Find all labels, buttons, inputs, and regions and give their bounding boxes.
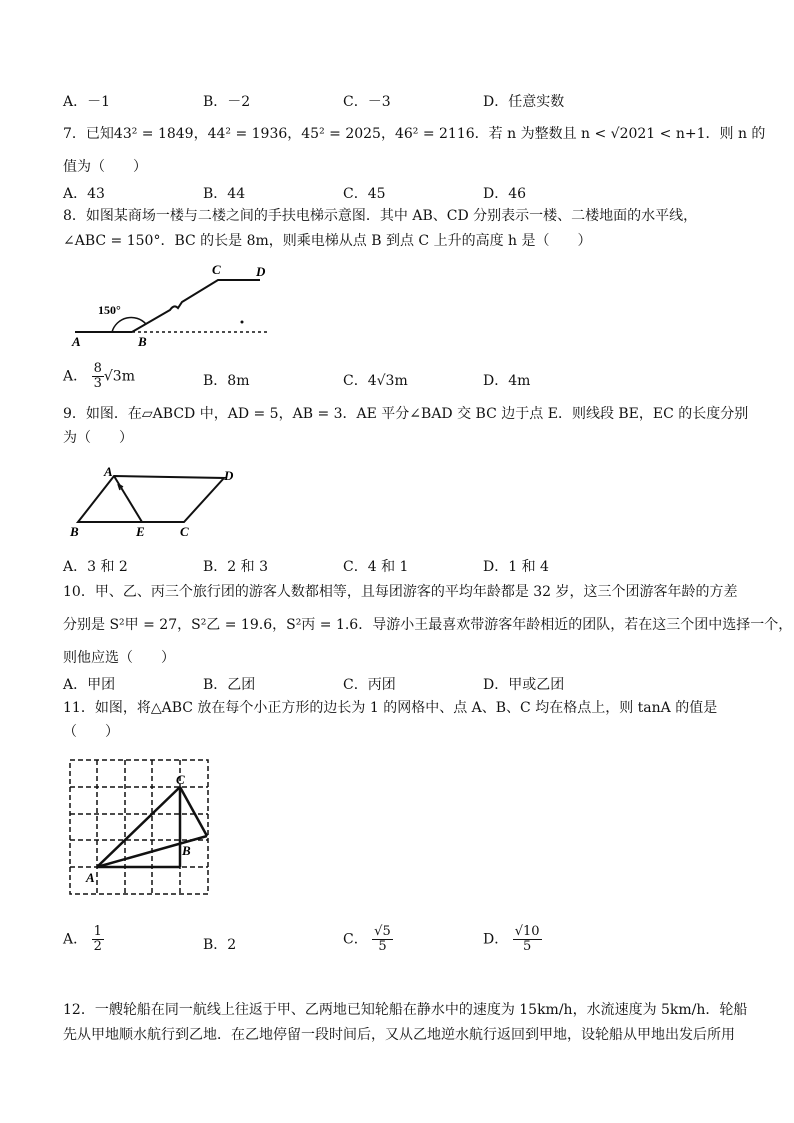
q7-option-b: B．44: [203, 186, 246, 202]
q8-point-c: C: [212, 262, 221, 277]
q9-stem-line1: 9．如图．在▱ABCD 中，AD = 5，AB = 3．AE 平分∠BAD 交 BC 边于点 E．则线段 BE，EC 的长度分别: [63, 406, 749, 422]
q11-option-c: [343, 925, 393, 954]
q11-option-a-numerator: 1: [93, 924, 102, 939]
q9-option-b: B．2 和 3: [203, 559, 269, 575]
q9-option-a: A．3 和 2: [63, 559, 128, 575]
q8-option-a-label: A．: [63, 368, 88, 385]
q10-option-b: B．乙团: [203, 677, 256, 693]
q11-option-b: B．2: [203, 937, 237, 953]
q9-point-d: D: [224, 468, 234, 483]
q9-point-a: A: [104, 464, 113, 479]
q6-option-b: B．－2: [203, 94, 251, 110]
q7-option-d: D．46: [483, 186, 527, 202]
q9-point-e: E: [136, 524, 145, 539]
q8-stem-line1: 8．如图某商场一楼与二楼之间的手扶电梯示意图．其中 AB、CD 分别表示一楼、二楼地面的水平线，: [63, 208, 698, 224]
q8-option-b: B．8m: [203, 373, 250, 389]
q8-point-a: A: [72, 334, 81, 349]
q7-option-a: A．43: [63, 186, 105, 202]
q9-point-c: C: [180, 524, 189, 539]
q11-option-c-denominator: 5: [378, 939, 387, 954]
q8-option-a: [63, 362, 135, 391]
q6-option-a: A．－1: [63, 94, 111, 110]
q11-option-d-denominator: 5: [522, 939, 532, 954]
q11-option-d-numerator: √10: [514, 924, 540, 939]
q8-point-d: D: [256, 264, 266, 279]
q10-option-a: A．甲团: [63, 677, 116, 693]
q8-angle-label: 150°: [98, 303, 121, 317]
q11-option-d-label: D．: [483, 931, 509, 948]
q8-option-d: D．4m: [483, 373, 531, 389]
q10-stem-line2: 分别是 S²甲 = 27，S²乙 = 19.6，S²丙 = 1.6．导游小王最喜欢带游客年龄相近的团队，若在这三个团中选择一个，: [63, 617, 793, 633]
q6-option-d: D．任意实数: [483, 94, 565, 110]
q9-option-c: C．4 和 1: [343, 559, 409, 575]
q11-option-a: [63, 925, 104, 954]
q8-escalator-figure: [60, 258, 280, 348]
q11-option-c-numerator: √5: [374, 924, 391, 939]
q11-point-c: C: [176, 772, 185, 787]
q11-point-a: A: [86, 870, 95, 885]
q8-point-b: B: [138, 334, 147, 349]
q10-option-d: D．甲或乙团: [483, 677, 565, 693]
q7-stem-line1: 7．已知43² = 1849，44² = 1936，45² = 2025，46² = 2116．若 n 为整数且 n < √2021 < n+1．则 n 的: [63, 126, 766, 142]
q11-option-c-fraction: [372, 925, 393, 954]
q9-parallelogram-figure: [66, 462, 246, 542]
q11-point-b: B: [182, 843, 191, 858]
q12-stem-line2: 先从甲地顺水航行到乙地．在乙地停留一段时间后，又从乙地逆水航行返回到甲地，设轮船从甲地出发后所用: [63, 1027, 735, 1043]
q6-option-c: C．－3: [343, 94, 391, 110]
q11-grid-figure: [64, 756, 214, 898]
q11-option-c-label: C．: [343, 931, 368, 948]
q7-option-c: C．45: [343, 186, 386, 202]
q12-stem-line1: 12．一艘轮船在同一航线上往返于甲、乙两地已知轮船在静水中的速度为 15km/h，水流速度为 5km/h．轮船: [63, 1002, 748, 1018]
q8-option-c: C．4√3m: [343, 373, 408, 389]
q7-stem-line2: 值为（ ）: [63, 159, 147, 175]
q11-stem-line1: 11．如图，将△ABC 放在每个小正方形的边长为 1 的网格中、点 A、B、C 均在格点上，则 tanA 的值是: [63, 700, 718, 716]
q10-option-c: C．丙团: [343, 677, 396, 693]
q8-option-a-fraction: [92, 362, 104, 391]
q9-stem-line2: 为（ ）: [63, 430, 133, 446]
q8-option-a-denominator: 3: [93, 376, 102, 391]
q11-stem-line2: （ ）: [63, 724, 119, 740]
q11-option-a-fraction: [92, 925, 104, 954]
q9-option-d: D．1 和 4: [483, 559, 549, 575]
q11-option-a-denominator: 2: [93, 939, 102, 954]
q8-stem-line2: ∠ABC = 150°．BC 的长是 8m，则乘电梯从点 B 到点 C 上升的高度 h 是（ ）: [63, 233, 592, 249]
q11-option-d-fraction: [513, 925, 542, 954]
q10-stem-line1: 10．甲、乙、丙三个旅行团的游客人数都相等，且每团游客的平均年龄都是 32 岁，这三个团游客年龄的方差: [63, 584, 738, 600]
q9-point-b: B: [70, 524, 79, 539]
q11-option-a-label: A．: [63, 931, 88, 948]
q10-stem-line3: 则他应选（ ）: [63, 650, 175, 666]
q8-option-a-tail: √3m: [103, 368, 135, 385]
q8-option-a-numerator: 8: [93, 361, 102, 376]
q11-option-d: [483, 925, 542, 954]
